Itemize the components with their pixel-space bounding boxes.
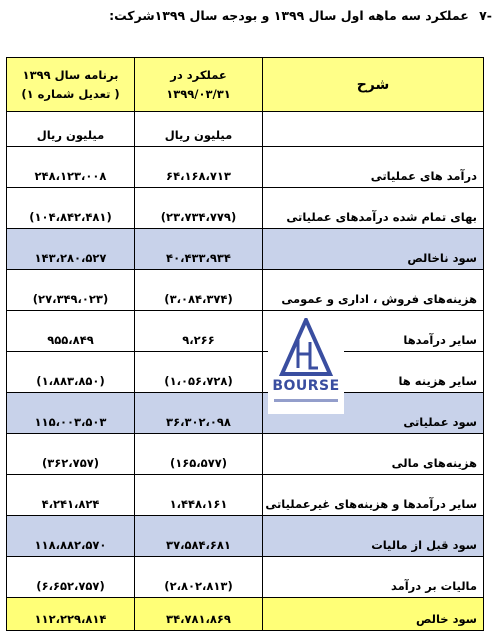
units-description (263, 112, 484, 147)
cell-desc: بهای تمام شده درآمدهای عملیاتی (263, 188, 484, 229)
table-row (7, 270, 484, 311)
cell-desc: درآمد های عملیاتی (263, 147, 484, 188)
cell-desc: سایر درآمدها (263, 311, 484, 352)
table-row (7, 557, 484, 598)
header-actual (135, 58, 263, 112)
table-row (7, 475, 484, 516)
cell-actual: ۹،۲۶۶ (135, 311, 263, 352)
table-row (7, 598, 484, 631)
cell-actual: (۲۳،۷۳۴،۷۷۹) (135, 188, 263, 229)
cell-budget: ۱۱۵،۰۰۳،۵۰۳ (7, 393, 135, 434)
header-actual-text: عملکرد در ۱۳۹۹/۰۳/۳۱ (166, 67, 231, 101)
cell-budget: ۹۵۵،۸۴۹ (7, 311, 135, 352)
cell-desc: سود قبل از مالیات (263, 516, 484, 557)
table-row (7, 311, 484, 352)
performance-table (6, 57, 484, 631)
cell-desc: هزینه‌های فروش ، اداری و عمومی (263, 270, 484, 311)
table-body (7, 147, 484, 631)
cell-actual: ۳۴،۷۸۱،۸۶۹ (135, 598, 263, 631)
cell-desc: سود خالص (263, 598, 484, 631)
table-row (7, 393, 484, 434)
cell-budget: ۱۴۳،۲۸۰،۵۲۷ (7, 229, 135, 270)
logo-text: BOURSE (272, 378, 340, 394)
units-actual: میلیون ریال (135, 112, 263, 147)
cell-desc: سایر هزینه ها (263, 352, 484, 393)
section-heading (10, 8, 492, 23)
table-row (7, 188, 484, 229)
units-budget: میلیون ریال (7, 112, 135, 147)
table-row (7, 147, 484, 188)
cell-actual: (۲،۸۰۲،۸۱۳) (135, 557, 263, 598)
cell-actual: ۳۶،۳۰۲،۰۹۸ (135, 393, 263, 434)
table-row (7, 434, 484, 475)
section-title: عملکرد سه ماهه اول سال ۱۳۹۹ و بودجه سال ۱۳۹۹شرکت: (109, 8, 469, 23)
logo-tagline-icon (268, 398, 344, 404)
bourse-logo-icon (268, 318, 344, 378)
cell-budget: (۱۰۴،۸۴۲،۴۸۱) (7, 188, 135, 229)
table-header-row (7, 58, 484, 112)
cell-desc: مالیات بر درآمد (263, 557, 484, 598)
cell-desc: سود ناخالص (263, 229, 484, 270)
cell-actual: ۶۴،۱۶۸،۷۱۳ (135, 147, 263, 188)
cell-budget: (۱،۸۸۳،۸۵۰) (7, 352, 135, 393)
cell-budget: (۳۶۲،۷۵۷) (7, 434, 135, 475)
units-row (7, 112, 484, 147)
cell-budget: ۴،۲۴۱،۸۲۴ (7, 475, 135, 516)
cell-actual: (۳،۰۸۴،۳۷۴) (135, 270, 263, 311)
cell-budget: ۲۴۸،۱۲۳،۰۰۸ (7, 147, 135, 188)
cell-budget: ۱۱۲،۲۲۹،۸۱۴ (7, 598, 135, 631)
cell-actual: ۳۷،۵۸۴،۶۸۱ (135, 516, 263, 557)
cell-desc: هزینه‌های مالی (263, 434, 484, 475)
cell-desc: سایر درآمدها و هزینه‌های غیرعملیاتی (263, 475, 484, 516)
cell-actual: (۱،۰۵۶،۷۲۸) (135, 352, 263, 393)
header-budget (7, 58, 135, 112)
cell-actual: ۴۰،۴۳۳،۹۳۴ (135, 229, 263, 270)
header-description: شرح (263, 58, 484, 112)
cell-desc: سود عملیاتی (263, 393, 484, 434)
section-number: -۷ (479, 8, 492, 23)
table-row (7, 516, 484, 557)
cell-budget: (۲۷،۳۴۹،۰۲۳) (7, 270, 135, 311)
cell-budget: ۱۱۸،۸۸۲،۵۷۰ (7, 516, 135, 557)
header-budget-text: برنامه سال ۱۳۹۹ ( تعدیل شماره ۱) (21, 67, 120, 101)
cell-budget: (۶،۶۵۲،۷۵۷) (7, 557, 135, 598)
cell-actual: ۱،۴۴۸،۱۶۱ (135, 475, 263, 516)
table-row (7, 229, 484, 270)
table-row (7, 352, 484, 393)
cell-actual: (۱۶۵،۵۷۷) (135, 434, 263, 475)
bourse-logo (268, 318, 344, 414)
